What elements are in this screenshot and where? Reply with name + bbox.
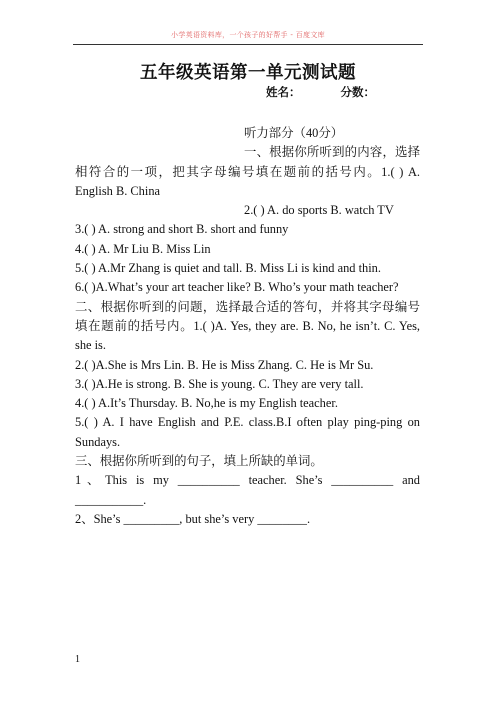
name-label: 姓名：	[266, 85, 301, 99]
question-line: 3.( ) A. strong and short B. short and funny	[75, 222, 289, 237]
page-number: 1	[75, 654, 80, 665]
section-listening-heading: 听力部分（40分）	[244, 126, 344, 140]
question-line: 3.( )A.He is strong. B. She is young. C. They are very tall.	[75, 376, 364, 391]
question-line: 2.( ) A. do sports B. watch TV	[244, 203, 394, 218]
question-line: 5.( ) A. I have English and P.E. class.B.I often play ping-ping on Sundays.	[75, 415, 420, 449]
header-rule	[73, 44, 423, 45]
question-line: 4.( ) A.It’s Thursday. B. No,he is my English teacher.	[75, 396, 338, 411]
question-line: 5.( ) A.Mr Zhang is quiet and tall. B. Miss Li is kind and thin.	[75, 261, 381, 276]
fill-blank-line: 1、This is my __________ teacher. She’s __________ and ___________.	[75, 473, 420, 507]
question-line: 6.( )A.What’s your art teacher like? B. Who’s your math teacher?	[75, 280, 399, 295]
question-line: 4.( ) A. Mr Liu B. Miss Lin	[75, 241, 211, 256]
score-label: 分数：	[340, 85, 375, 99]
fill-blank-line: 2、She’s _________, but she’s very ________.	[75, 511, 311, 526]
part-three-instructions: 三、根据你所听到的句子，填上所缺的单词。	[75, 454, 323, 469]
test-content	[75, 124, 420, 529]
part-two-instructions: 二、根据你听到的问题，选择最合适的答句，并将其字母编号填在题前的括号内。1.( )A. Yes, they are. B. No, he isn’t. C. Yes, she is.	[75, 299, 420, 353]
name-score-line	[266, 84, 375, 100]
page-title: 五年级英语第一单元测试题	[140, 63, 356, 83]
part-one-instructions: 一、根据你所听到的内容，选择相符合的一项，把其字母编号填在题前的括号内。1.( ) A. English B. China	[75, 145, 420, 198]
question-line: 2.( )A.She is Mrs Lin. B. He is Miss Zhang. C. He is Mr Su.	[75, 357, 374, 372]
page-header-watermark: 小学英语资料库，一个孩子的好帮手 - 百度文库	[171, 31, 325, 39]
